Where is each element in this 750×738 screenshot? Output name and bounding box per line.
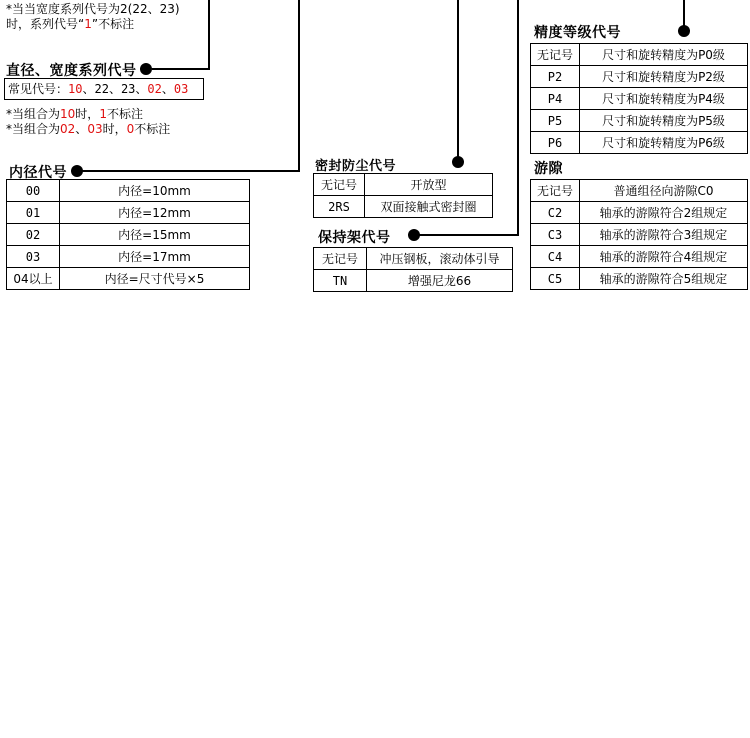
table-row	[7, 202, 250, 224]
table-row	[531, 224, 748, 246]
table-row	[7, 268, 250, 290]
table-cell: 无记号	[531, 180, 580, 202]
table-cell: 尺寸和旋转精度为P4级	[580, 88, 748, 110]
clearance-table	[530, 179, 748, 290]
connector-line	[298, 0, 300, 171]
table-cell: 01	[7, 202, 60, 224]
seal-code-heading: 密封防尘代号	[315, 159, 397, 174]
table-cell: 尺寸和旋转精度为P0级	[580, 44, 748, 66]
table-row	[531, 44, 748, 66]
connector-line	[152, 68, 210, 70]
cage-code-table	[313, 247, 513, 292]
bore-code-table	[6, 179, 250, 290]
connector-line	[80, 170, 300, 172]
table-cell: 双面接触式密封圈	[365, 196, 493, 218]
table-row	[531, 132, 748, 154]
diameter-width-notes	[6, 107, 170, 137]
table-row	[314, 270, 513, 292]
table-cell: 02	[7, 224, 60, 246]
table-cell: TN	[314, 270, 367, 292]
combination-note-2: *当组合为02、03时，0不标注	[6, 122, 171, 136]
table-row	[314, 248, 513, 270]
table-cell: 04以上	[7, 268, 60, 290]
table-row	[531, 66, 748, 88]
table-row	[7, 246, 250, 268]
table-cell: 轴承的游隙符合2组规定	[580, 202, 748, 224]
table-cell: C4	[531, 246, 580, 268]
table-cell: C5	[531, 268, 580, 290]
common-codes-box: 常见代号：10、22、23、02、03	[4, 78, 204, 100]
table-cell: 轴承的游隙符合5组规定	[580, 268, 748, 290]
table-row	[531, 202, 748, 224]
table-cell: C2	[531, 202, 580, 224]
table-row	[314, 196, 493, 218]
connector-line	[683, 0, 685, 28]
table-cell: 尺寸和旋转精度为P2级	[580, 66, 748, 88]
table-row	[531, 180, 748, 202]
table-cell: P6	[531, 132, 580, 154]
table-cell: 尺寸和旋转精度为P5级	[580, 110, 748, 132]
bore-code-heading: 内径代号	[9, 165, 67, 181]
table-cell: 冲压钢板，滚动体引导	[367, 248, 513, 270]
table-cell: C3	[531, 224, 580, 246]
table-cell: 内径=尺寸代号×5	[60, 268, 250, 290]
cage-code-heading: 保持架代号	[318, 230, 391, 246]
table-cell: 开放型	[365, 174, 493, 196]
table-cell: 无记号	[314, 248, 367, 270]
connector-dot	[408, 229, 420, 241]
connector-dot	[140, 63, 152, 75]
width-series-note	[6, 2, 180, 32]
table-cell: 无记号	[531, 44, 580, 66]
table-cell: 00	[7, 180, 60, 202]
table-row	[531, 268, 748, 290]
table-cell: P2	[531, 66, 580, 88]
table-cell: 内径=15mm	[60, 224, 250, 246]
table-row	[531, 110, 748, 132]
precision-grade-table	[530, 43, 748, 154]
table-row	[7, 224, 250, 246]
table-cell: 03	[7, 246, 60, 268]
width-note-line1: *当当宽度系列代号为2(22、23)	[6, 2, 180, 16]
table-cell: 内径=17mm	[60, 246, 250, 268]
table-row	[531, 88, 748, 110]
table-row	[531, 246, 748, 268]
precision-grade-heading: 精度等级代号	[534, 25, 621, 41]
connector-dot	[71, 165, 83, 177]
table-cell: 2RS	[314, 196, 365, 218]
combination-note-1: *当组合为10时，1不标注	[6, 107, 143, 121]
table-cell: 增强尼龙66	[367, 270, 513, 292]
diameter-width-heading: 直径、宽度系列代号	[6, 63, 137, 79]
seal-code-table	[313, 173, 493, 218]
table-cell: 内径=10mm	[60, 180, 250, 202]
table-cell: 尺寸和旋转精度为P6级	[580, 132, 748, 154]
connector-dot	[452, 156, 464, 168]
table-cell: 内径=12mm	[60, 202, 250, 224]
connector-line	[416, 234, 519, 236]
table-cell: 轴承的游隙符合4组规定	[580, 246, 748, 268]
table-cell: 轴承的游隙符合3组规定	[580, 224, 748, 246]
connector-line	[208, 0, 210, 69]
connector-line	[457, 0, 459, 158]
table-cell: P5	[531, 110, 580, 132]
table-cell: 普通组径向游隙C0	[580, 180, 748, 202]
clearance-heading: 游隙	[534, 161, 563, 177]
connector-dot	[678, 25, 690, 37]
table-row	[314, 174, 493, 196]
table-cell: 无记号	[314, 174, 365, 196]
table-cell: P4	[531, 88, 580, 110]
connector-line	[517, 0, 519, 236]
width-note-line2: 时，系列代号“1”不标注	[6, 17, 135, 31]
table-row	[7, 180, 250, 202]
